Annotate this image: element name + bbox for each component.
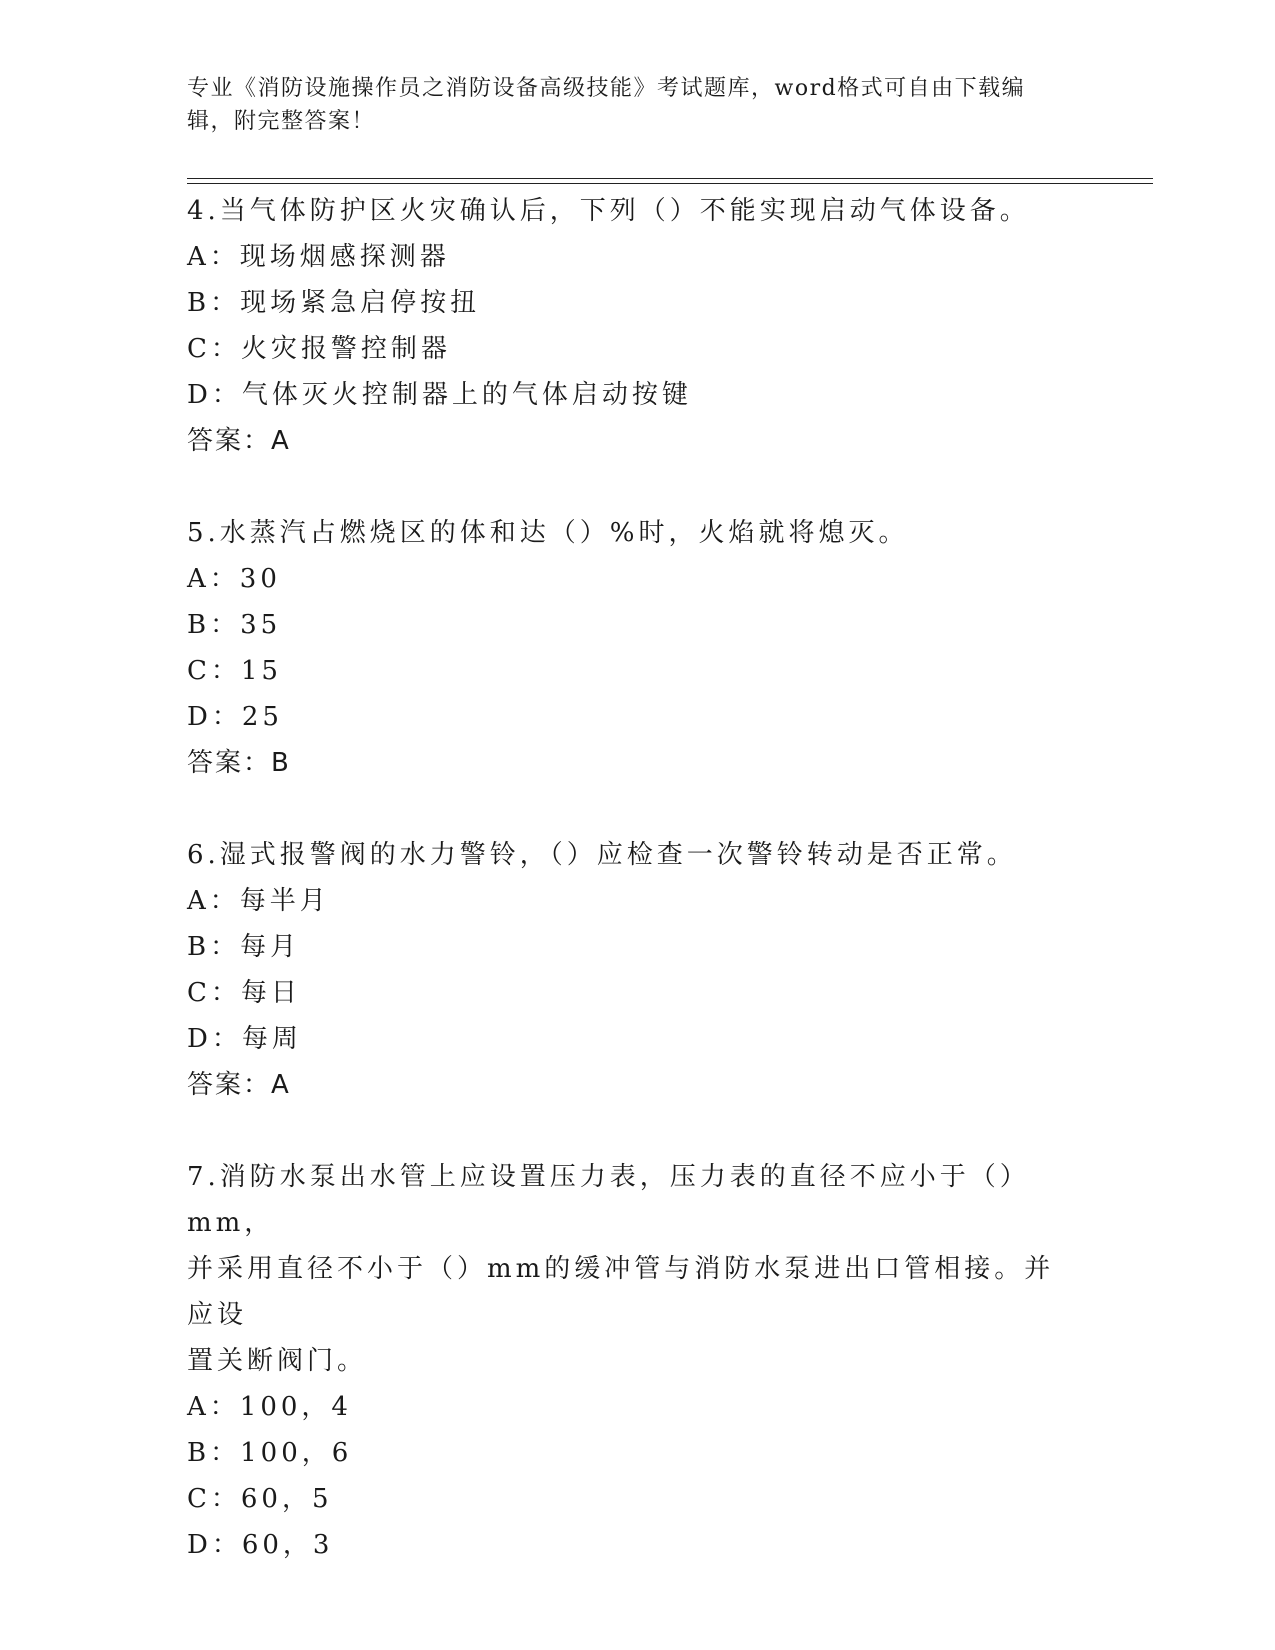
option-b: B：每月: [187, 932, 301, 962]
option-c: C：60，5: [187, 1484, 333, 1514]
option-d: D：气体灭火控制器上的气体启动按键: [187, 380, 692, 410]
option-b: B：100，6: [187, 1438, 353, 1468]
header-line-2: 辑，附完整答案！: [187, 109, 376, 134]
option-a: A：每半月: [187, 886, 330, 916]
option-a: A：100，4: [187, 1392, 352, 1422]
option-c: C：火灾报警控制器: [187, 334, 451, 364]
option-c: C：15: [187, 656, 282, 686]
question-spacer: [187, 1108, 1067, 1154]
question-stem-line-3: 置关断阀门。: [187, 1346, 368, 1376]
question-stem: 4.当气体防护区火灾确认后，下列（）不能实现启动气体设备。: [187, 196, 1030, 226]
question-list: [187, 188, 1067, 1568]
header-divider-top: [187, 178, 1153, 179]
question-stem: 6.湿式报警阀的水力警铃，（）应检查一次警铃转动是否正常。: [187, 840, 1017, 870]
question-6: [187, 832, 1067, 1108]
option-d: D：25: [187, 702, 283, 732]
option-a: A：30: [187, 564, 281, 594]
question-stem: 5.水蒸汽占燃烧区的体和达（）%时，火焰就将熄灭。: [187, 518, 909, 548]
answer-label: 答案：A: [187, 1070, 291, 1100]
option-b: B：现场紧急启停按扭: [187, 288, 481, 318]
header-divider-bottom: [187, 183, 1153, 184]
question-spacer: [187, 786, 1067, 832]
question-4: [187, 188, 1067, 464]
question-5: [187, 510, 1067, 786]
answer-label: 答案：B: [187, 748, 291, 778]
option-b: B：35: [187, 610, 282, 640]
question-stem-line-2: 并采用直径不小于（）mm的缓冲管与消防水泵进出口管相接。并应设: [187, 1254, 1055, 1330]
document-header: [187, 72, 1067, 138]
question-spacer: [187, 464, 1067, 510]
question-7: [187, 1154, 1067, 1568]
option-d: D：每周: [187, 1024, 302, 1054]
option-c: C：每日: [187, 978, 301, 1008]
option-a: A：现场烟感探测器: [187, 242, 450, 272]
question-stem-line-1: 7.消防水泵出水管上应设置压力表，压力表的直径不应小于（）mm，: [187, 1162, 1030, 1238]
header-line-1: 专业《消防设施操作员之消防设备高级技能》考试题库，word格式可自由下载编: [187, 76, 1026, 101]
answer-label: 答案：A: [187, 426, 291, 456]
option-d: D：60，3: [187, 1530, 334, 1560]
